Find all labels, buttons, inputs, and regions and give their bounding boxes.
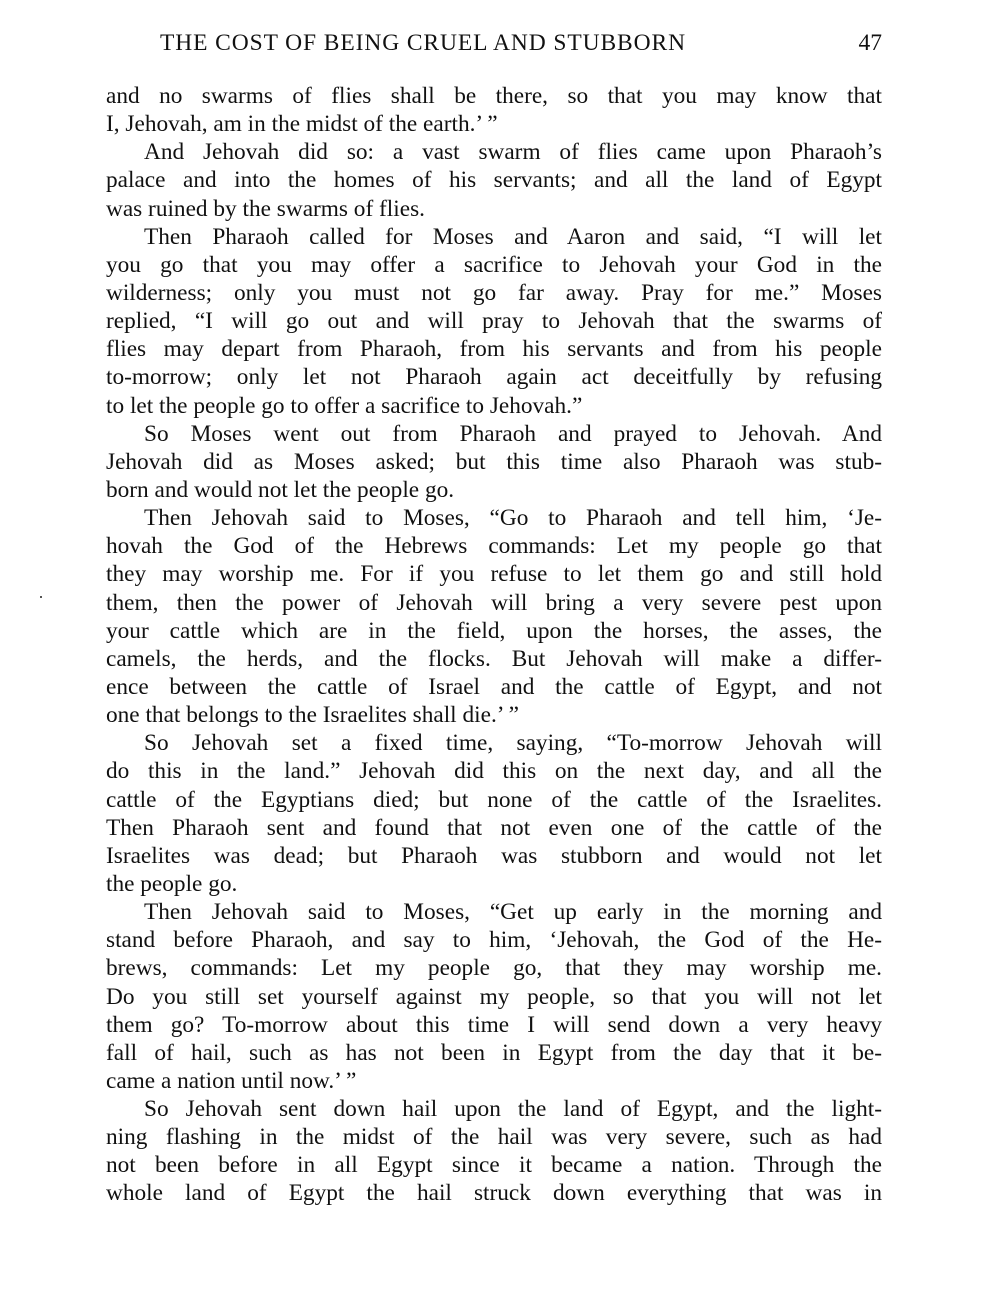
text-line: not been before in all Egypt since it became a nation. Through the: [106, 1152, 882, 1179]
text-line: them go? To-morrow about this time I will send down a very heavy: [106, 1011, 882, 1038]
text-line: was ruined by the swarms of flies.: [106, 195, 425, 222]
text-line: camels, the herds, and the flocks. But Jehovah will make a differ-: [106, 645, 882, 672]
paragraph-pharaoh-calls-moses: [106, 223, 882, 420]
paragraph-hail-sent: [106, 1095, 882, 1208]
text-line: So Jehovah sent down hail upon the land of Egypt, and the light-: [144, 1096, 882, 1123]
text-line: came a nation until now.’ ”: [106, 1067, 357, 1094]
text-line: they may worship me. For if you refuse to let them go and still hold: [106, 561, 882, 588]
page-number: 47: [858, 30, 882, 56]
text-line: And Jehovah did so: a vast swarm of flies came upon Pharaoh’s: [144, 139, 882, 166]
text-line: stand before Pharaoh, and say to him, ‘Jehovah, the God of the He-: [106, 927, 882, 954]
text-line: Then Pharaoh sent and found that not even one of the cattle of the: [106, 814, 882, 841]
paragraph-continuation: [106, 82, 882, 138]
text-line: cattle of the Egyptians died; but none of the cattle of the Israelites.: [106, 786, 882, 813]
paragraph-fixed-time: [106, 729, 882, 898]
text-line: do this in the land.” Jehovah did this on the next day, and all the: [106, 758, 882, 785]
text-line: So Jehovah set a fixed time, saying, “To-morrow Jehovah will: [144, 730, 882, 757]
text-line: one that belongs to the Israelites shall die.’ ”: [106, 702, 519, 729]
scan-speck: [40, 596, 42, 598]
text-line: Israelites was dead; but Pharaoh was stubborn and would not let: [106, 842, 882, 869]
text-line: whole land of Egypt the hail struck down everything that was in: [106, 1180, 882, 1207]
page-header: [160, 30, 882, 66]
text-line: to-morrow; only let not Pharaoh again act deceitfully by refusing: [106, 364, 882, 391]
paragraph-moses-prays: [106, 420, 882, 504]
text-line: the people go.: [106, 870, 238, 897]
text-line: hovah the God of the Hebrews commands: Let my people go that: [106, 533, 882, 560]
text-line: fall of hail, such as has not been in Egypt from the day that it be-: [106, 1039, 882, 1066]
text-line: replied, “I will go out and will pray to Jehovah that the swarms of: [106, 308, 882, 335]
text-line: to let the people go to offer a sacrifice to Jehovah.”: [106, 392, 583, 419]
paragraph-pest-on-cattle: [106, 504, 882, 729]
text-line: I, Jehovah, am in the midst of the earth.’ ”: [106, 111, 498, 138]
text-line: wilderness; only you must not go far away. Pray for me.” Moses: [106, 279, 882, 306]
text-line: Then Jehovah said to Moses, “Go to Pharaoh and tell him, ‘Je-: [144, 505, 882, 532]
text-line: palace and into the homes of his servants; and all the land of Egypt: [106, 167, 882, 194]
body-text: [106, 82, 882, 1208]
text-line: ning flashing in the midst of the hail was very severe, such as had: [106, 1124, 882, 1151]
running-title: THE COST OF BEING CRUEL AND STUBBORN: [160, 30, 686, 56]
paragraph-swarm-of-flies: [106, 138, 882, 222]
text-line: them, then the power of Jehovah will bring a very severe pest upon: [106, 589, 882, 616]
text-line: Then Pharaoh called for Moses and Aaron and said, “I will let: [144, 223, 882, 250]
text-line: born and would not let the people go.: [106, 476, 455, 503]
text-line: Jehovah did as Moses asked; but this time also Pharaoh was stub-: [106, 448, 882, 475]
text-line: ence between the cattle of Israel and the cattle of Egypt, and not: [106, 673, 882, 700]
text-line: Do you still set yourself against my people, so that you will not let: [106, 983, 882, 1010]
text-line: and no swarms of flies shall be there, so that you may know that: [106, 83, 882, 109]
text-line: So Moses went out from Pharaoh and prayed to Jehovah. And: [144, 420, 882, 447]
text-line: you go that you may offer a sacrifice to Jehovah your God in the: [106, 251, 882, 278]
text-line: your cattle which are in the field, upon the horses, the asses, the: [106, 617, 882, 644]
text-line: flies may depart from Pharaoh, from his servants and from his people: [106, 336, 882, 363]
text-line: Then Jehovah said to Moses, “Get up early in the morning and: [144, 899, 882, 926]
text-line: brews, commands: Let my people go, that they may worship me.: [106, 955, 882, 982]
paragraph-hail-warning: [106, 898, 882, 1095]
